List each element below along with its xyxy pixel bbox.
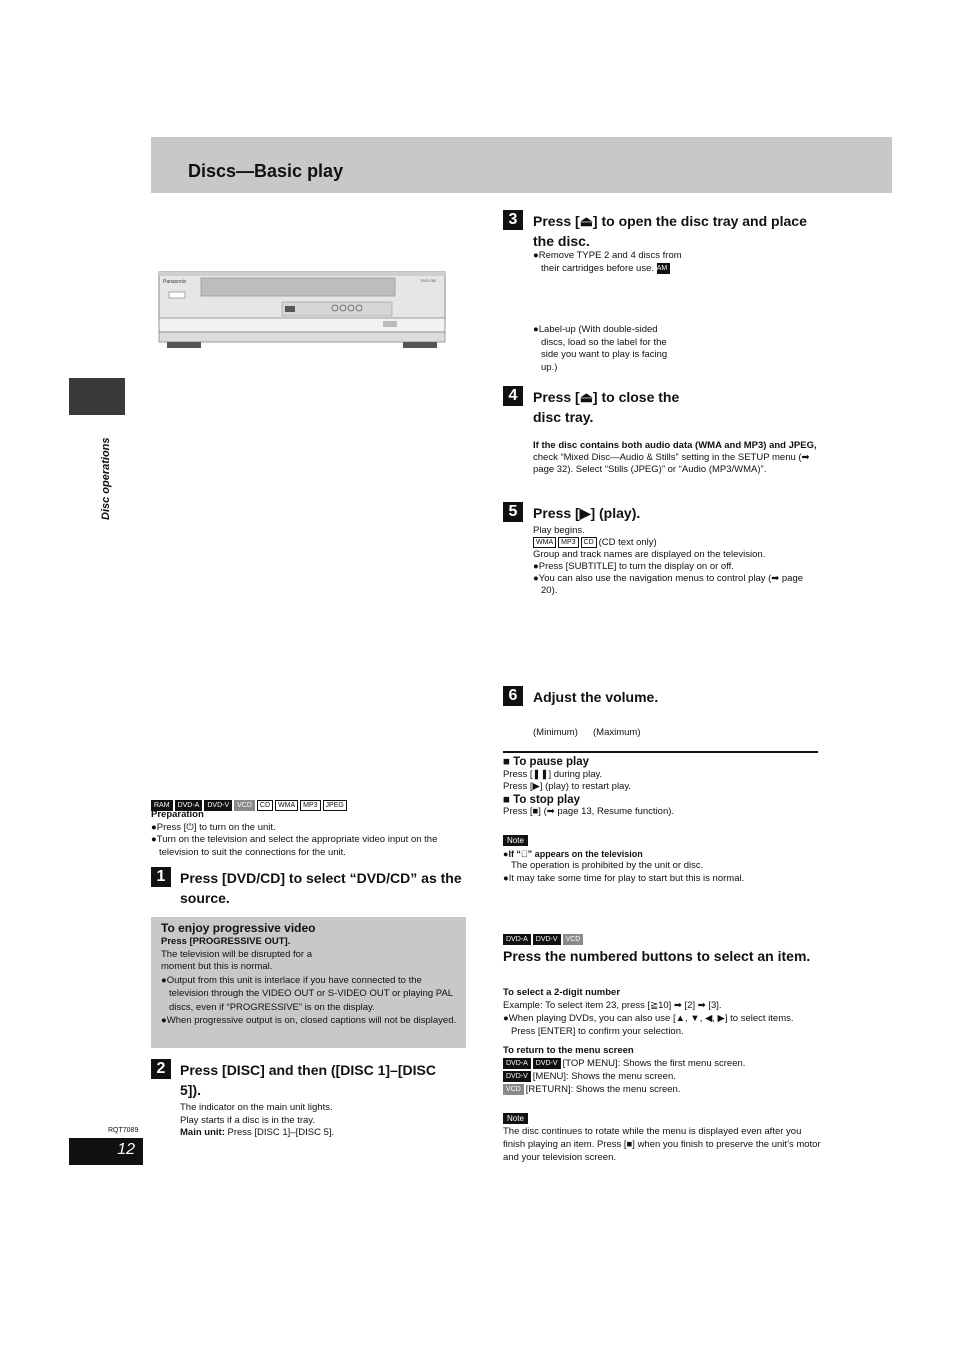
- dvd-player-icon: [157, 270, 447, 350]
- tag-dvd-v: DVD-V: [204, 800, 232, 811]
- step-2-line: Play starts if a disc is in the tray.: [180, 1114, 315, 1126]
- return-row: VCD [RETURN]: Shows the menu screen.: [503, 1083, 818, 1096]
- step-2-title: Press [DISC] and then ([DISC 1]–[DISC 5]).: [180, 1062, 436, 1098]
- pause-line: Press [❚❚] during play.: [503, 768, 603, 780]
- note-1: [503, 835, 818, 885]
- step-5-bullet: ●You can also use the navigation menus to control play (➡ page 20).: [533, 573, 804, 597]
- two-digit-title: To select a 2-digit number: [503, 987, 621, 998]
- section-tab: [69, 378, 125, 415]
- step-2-number: 2: [151, 1059, 171, 1079]
- step-5-number: 5: [503, 502, 523, 522]
- step-1-number: 1: [151, 867, 171, 887]
- progressive-title: To enjoy progressive video: [161, 921, 316, 935]
- note-badge: Note: [503, 1113, 528, 1124]
- tag-ram: RAM: [151, 800, 173, 811]
- tag-mp3: MP3: [558, 537, 578, 548]
- tag-cd: CD: [257, 800, 273, 811]
- step-6-number: 6: [503, 686, 523, 706]
- progressive-line: moment but this is normal.: [161, 961, 273, 972]
- step-4-note: If the disc contains both audio data (WMA and MP3) and JPEG, check “Mixed Disc—Audio & Stills” setting in the SETUP menu (➡ page 32). Select “Stills (JPEG)” or “Audio (MP3/WMA)”.: [533, 440, 817, 475]
- dvd-player-illustration: [157, 270, 447, 350]
- tag-jpeg: JPEG: [323, 800, 347, 811]
- step-5-body: [533, 525, 813, 597]
- progressive-bullet: ●When progressive output is on, closed captions will not be displayed.: [161, 1015, 457, 1026]
- step-3-bullet: ●Remove TYPE 2 and 4 discs from their cartridges before use. RAM: [533, 250, 682, 274]
- step-2-body: [180, 1102, 460, 1140]
- step-3-number: 3: [503, 210, 523, 230]
- tag-dvd-v: DVD-V: [533, 934, 561, 945]
- step-5-line: Group and track names are displayed on the television.: [533, 549, 766, 561]
- step-5-tags: WMA MP3 CD (CD text only): [533, 537, 813, 549]
- step-3-title: Press [⏏] to open the disc tray and place the disc.: [533, 213, 807, 249]
- pause-title: ■ To pause play: [503, 756, 589, 768]
- step-6-title: Adjust the volume.: [533, 689, 659, 705]
- step-5-bullet: ●Press [SUBTITLE] to turn the display on or off.: [533, 561, 734, 573]
- tag-vcd: VCD: [563, 934, 584, 945]
- progressive-bullet: ●Output from this unit is interlace if you have connected to the television through the VIDEO OUT or S-VIDEO OUT or playing PAL discs, even if “PROGRESSIVE” is on the display.: [161, 974, 453, 1013]
- note-1-line: The operation is prohibited by the unit or disc.: [511, 860, 704, 871]
- note-badge: Note: [503, 835, 528, 846]
- preparation-item: ●Turn on the television and select the appropriate video input on the television to suit the connections for the unit.: [151, 834, 438, 858]
- divider-rule: [503, 751, 818, 753]
- volume-max-label: (Maximum): [593, 727, 641, 738]
- menu-bullet: ●When playing DVDs, you can also use [▲, ▼, ◀, ▶] to select items. Press [ENTER] to confirm your selection.: [503, 1013, 794, 1037]
- step-4-title: Press [⏏] to close the disc tray.: [533, 389, 680, 425]
- page-number: 12: [69, 1138, 143, 1165]
- step-5-title: Press [▶] (play).: [533, 505, 641, 521]
- section-label: Disc operations: [100, 437, 112, 520]
- return-row: DVD-A DVD-V [TOP MENU]: Shows the first menu screen.: [503, 1057, 818, 1070]
- step-5-line: Play begins.: [533, 525, 585, 536]
- step-3-bullet: ●Label-up (With double-sided discs, load so the label for the side you want to play is facing up.): [533, 324, 668, 373]
- device-brand: Panasonic: [163, 279, 187, 285]
- tag-wma: WMA: [533, 537, 556, 548]
- step-4-number: 4: [503, 386, 523, 406]
- return-title: To return to the menu screen: [503, 1045, 634, 1056]
- tag-dvd-a: DVD-A: [503, 934, 531, 945]
- progressive-line: The television will be disrupted for a: [161, 948, 313, 960]
- note-1-bullet: ●If “⃠” appears on the television: [503, 848, 643, 859]
- volume-min-label: (Minimum): [533, 727, 578, 738]
- progressive-press: Press [PROGRESSIVE OUT].: [161, 936, 291, 947]
- stop-title: ■ To stop play: [503, 793, 581, 806]
- return-row: DVD-V [MENU]: Shows the menu screen.: [503, 1070, 818, 1083]
- note-2-text: The disc continues to rotate while the menu is displayed even after you finish playing an item. Press [■] when you finish to preserve the unit’s motor and your television screen.: [503, 1126, 821, 1163]
- two-digit-text: Example: To select item 23, press [≧10] ➡ [2] ➡ [3].: [503, 1000, 722, 1011]
- step-1-title: Press [DVD/CD] to select “DVD/CD” as the source.: [180, 870, 462, 906]
- step-2-line: The indicator on the main unit lights.: [180, 1102, 333, 1113]
- stop-line: Press [■] (➡ page 13, Resume function).: [503, 806, 675, 817]
- tag-wma: WMA: [275, 800, 298, 811]
- page-title: Discs—Basic play: [188, 161, 344, 181]
- tag-cd: CD: [581, 537, 597, 548]
- tag-vcd: VCD: [503, 1084, 524, 1095]
- device-model: DVD-F65: [421, 279, 436, 283]
- tag-ram: RAM: [657, 263, 671, 274]
- note-2: [503, 1112, 821, 1164]
- pause-line: Press [▶] (play) to restart play.: [503, 781, 632, 792]
- menu-title: Press the numbered buttons to select an item.: [503, 948, 811, 964]
- pause-stop-block: [503, 756, 818, 819]
- step-2-main-unit: Main unit: Press [DISC 1]–[DISC 5].: [180, 1127, 335, 1138]
- preparation-item: ●Press [⏻] to turn on the unit.: [151, 821, 276, 833]
- menu-body: [503, 986, 818, 1096]
- preparation-title: Preparation: [151, 809, 204, 820]
- tag-vcd: VCD: [234, 800, 255, 811]
- preparation-block: [151, 809, 466, 859]
- tag-dvd-v: DVD-V: [533, 1058, 561, 1069]
- progressive-content: [161, 921, 459, 1028]
- tag-dvd-v: DVD-V: [503, 1071, 531, 1082]
- tag-dvd-a: DVD-A: [175, 800, 203, 811]
- document-code: RQT7089: [108, 1127, 139, 1134]
- tag-dvd-a: DVD-A: [503, 1058, 531, 1069]
- note-1-bullet: ●It may take some time for play to start but this is normal.: [503, 872, 745, 884]
- tag-mp3: MP3: [300, 800, 320, 811]
